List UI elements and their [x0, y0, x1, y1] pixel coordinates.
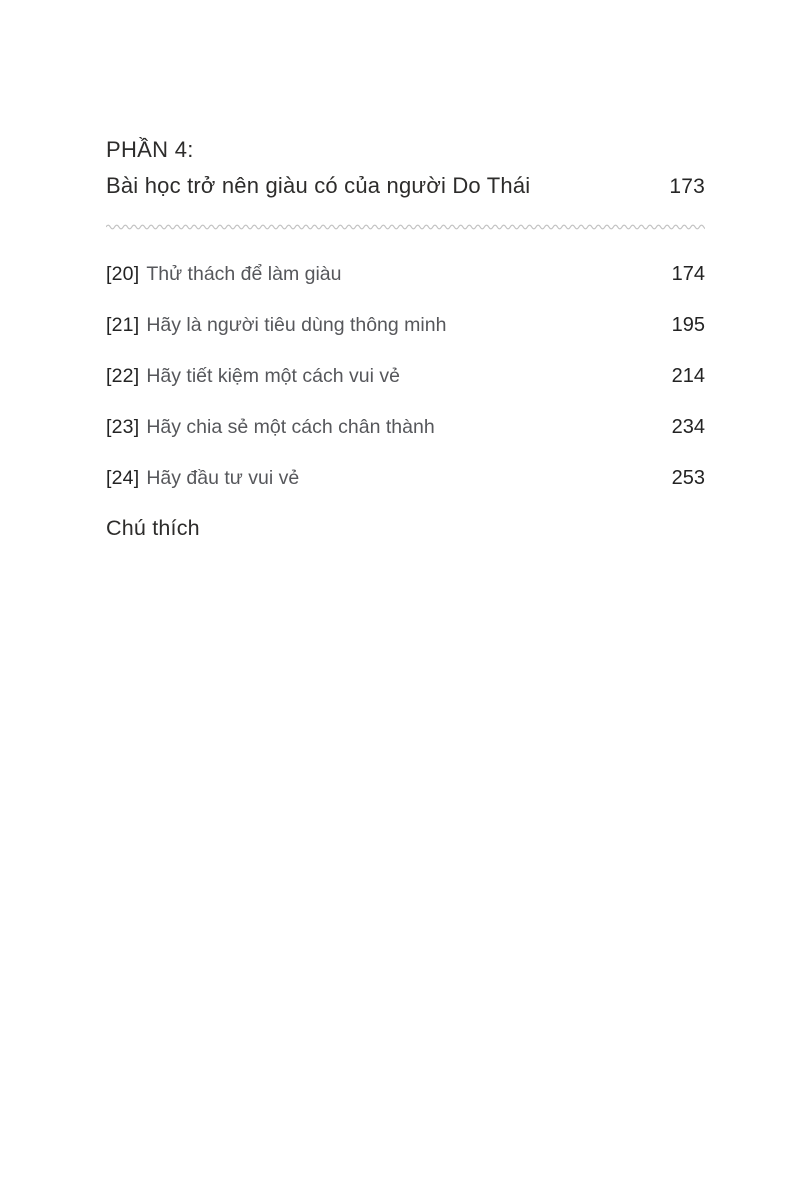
toc-entry[interactable] — [106, 312, 705, 338]
entry-page-number: 214 — [671, 365, 705, 387]
entry-number: [21] — [106, 314, 140, 336]
wavy-divider — [106, 221, 705, 231]
entry-title: Hãy tiết kiệm một cách vui vẻ — [146, 365, 400, 387]
entry-page-number: 253 — [671, 467, 705, 489]
wavy-divider-path — [106, 225, 705, 229]
entry-title: Hãy là người tiêu dùng thông minh — [146, 314, 447, 336]
toc-entry[interactable] — [106, 465, 705, 491]
entry-number: [24] — [106, 467, 140, 489]
part-title-row[interactable] — [106, 168, 705, 205]
entry-number: [20] — [106, 263, 140, 285]
entry-number: [22] — [106, 365, 140, 387]
part-label: PHẦN 4: — [106, 137, 194, 162]
entry-page-number: 234 — [671, 416, 705, 438]
notes-entry[interactable]: Chú thích — [106, 516, 200, 540]
entry-title: Thử thách để làm giàu — [146, 263, 342, 285]
toc-entry[interactable] — [106, 261, 705, 287]
entry-page-number: 195 — [671, 314, 705, 336]
entry-title: Hãy đầu tư vui vẻ — [146, 467, 300, 489]
part-title: Bài học trở nên giàu có của người Do Thái — [106, 173, 531, 198]
toc-entry[interactable] — [106, 414, 705, 440]
toc-entry[interactable] — [106, 363, 705, 389]
part-page-number: 173 — [669, 175, 705, 198]
toc-list — [106, 261, 705, 491]
entry-page-number: 174 — [671, 263, 705, 285]
entry-title: Hãy chia sẻ một cách chân thành — [146, 416, 435, 438]
entry-number: [23] — [106, 416, 140, 438]
